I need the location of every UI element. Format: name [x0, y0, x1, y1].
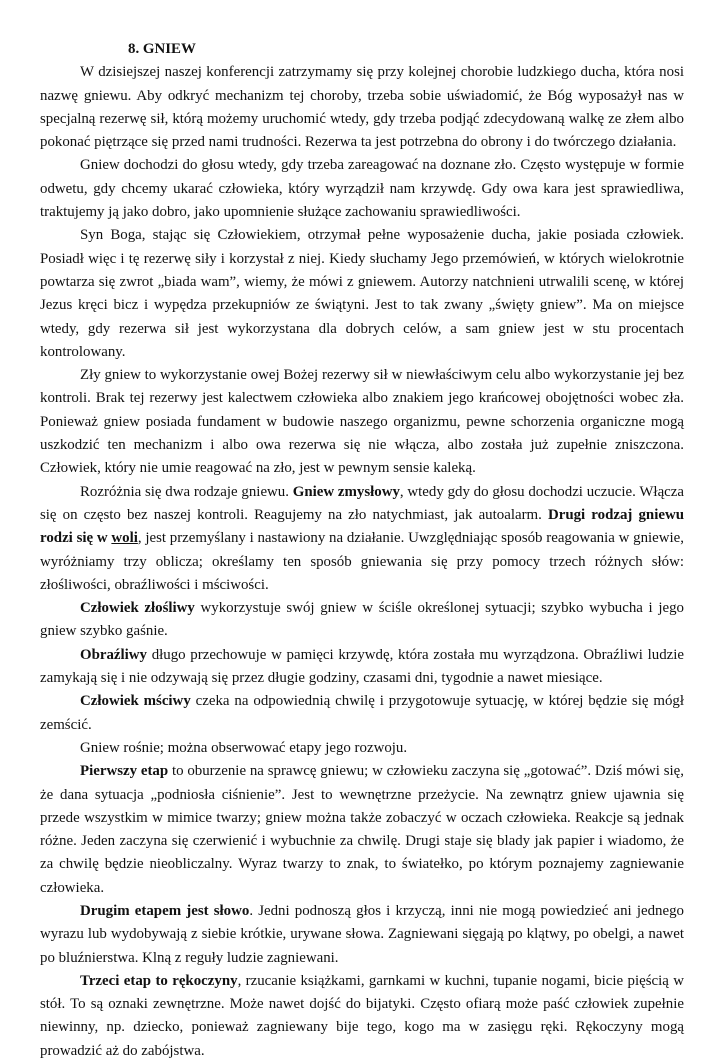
paragraph: [40, 970, 684, 1063]
text-run: , wtedy gdy do głosu dochodzi uczucie. Włącza się on często bez naszej kontroli. Reagujemy na zło natychmiast, jak autoalarm.: [40, 483, 685, 523]
bold-term: Gniew zmysłowy: [292, 483, 400, 500]
paragraph: [40, 760, 684, 900]
text-run: wykorzystuje swój gniew w ściśle określonej sytuacji; szybko wybucha i jego gniew szybko gaśnie.: [40, 600, 684, 640]
bold-term: Drugim etapem jest słowo: [80, 902, 250, 919]
text-run: Zły gniew to wykorzystanie owej Bożej rezerwy sił w niewłaściwym celu albo wykorzystanie jej bez kontroli. Brak tej rezerwy jest kalectwem człowieka albo znakiem jego krańcowej obojętności wobec zła. Ponieważ gniew posiada fundament w budowie naszego organizmu, pewne schorzenia organiczne mogą uszkodzić ten mechanizm i albo owa rezerwa się nie włącza, albo została już zupełnie zniszczona. Człowiek, który nie umie reagować na zło, jest w pewnym sensie kaleką.: [40, 367, 684, 477]
bold-term: Pierwszy etap: [80, 763, 169, 780]
text-run: , rzucanie książkami, garnkami w kuchni, tupanie nogami, bicie pięścią w stół. To są oznaki zewnętrzne. Może nawet dojść do bijatyki. Często ofiarą może paść człowiek zupełnie niewinny, np. dziecko, ponieważ zagniewany bije tego, kogo ma w zasięgu ręki. Rękoczyny mogą prowadzić aż do zabójstwa.: [40, 972, 685, 1059]
paragraph: [40, 690, 684, 737]
text-run: Syn Boga, stając się Człowiekiem, otrzymał pełne wyposażenie ducha, jakie posiada człowiek. Posiadł więc i tę rezerwę siły i korzystał z niej. Kiedy słuchamy Jego przemówień, w których wielokrotnie powtarza się zwrot „biada wam”, wiemy, że mówi z gniewem. Autorzy natchnieni utrwalili scenę, w której Jezus kręci bicz i wypędza przekupniów ze świątyni. Jest to tak zwany „święty gniew”. Ma on miejsce wtedy, gdy rezerwa sił jest wykorzystana dla dobrych celów, a sam gniew jest w stu procentach kontrolowany.: [40, 227, 684, 360]
text-run: to oburzenie na sprawcę gniewu; w człowieku zaczyna się „gotować”. Dziś mówi się, że dana sytuacja „podniosła ciśnienie”. Jest to wewnętrzne przeżycie. Na zewnątrz gniew ujawnia się przede wszystkim w mimice twarzy; gniew można także zobaczyć w oczach człowieka. Reakcje są jednak różne. Jeden zaczyna się czerwienić i wybuchnie za chwilę. Drugi staje się blady jak papier i wiadomo, że za chwilę będzie nieobliczalny. Wyraz twarzy to znak, to światełko, po którym poznajemy zagniewanie człowieka.: [40, 763, 684, 896]
text-run: Gniew rośnie; można obserwować etapy jego rozwoju.: [80, 739, 408, 756]
text-run: długo przechowuje w pamięci krzywdę, która została mu wyrządzona. Obraźliwi ludzie zamykają się i nie odzywają się przez długie godziny, czasami dni, tygodnie a nawet miesiące.: [40, 646, 684, 687]
bold-term: Drugi rodzaj gniewu rodzi się w: [40, 506, 684, 547]
paragraph: [40, 644, 684, 691]
paragraph: [40, 481, 684, 597]
paragraph: [40, 737, 684, 760]
text-run: . Jedni podnoszą głos i krzyczą, inni nie mogą powiedzieć ani jednego wyrazu lub wydobywają z siebie krótkie, urywane słowa. Zagniewani sięgają po klątwy, po obelgi, a nawet po bluźnierstwa. Klną z reguły ludzie zagniewani.: [40, 902, 684, 966]
text-run: czeka na odpowiednią chwilę i przygotowuje sytuację, w której będzie się mógł zemścić.: [40, 693, 685, 733]
paragraph: [40, 154, 684, 224]
paragraph: [40, 61, 684, 154]
bold-term: Człowiek złośliwy: [80, 600, 195, 617]
document-page: [40, 38, 684, 1063]
paragraph: [40, 364, 684, 480]
paragraph: [40, 900, 684, 970]
bold-term: Trzeci etap to rękoczyny: [80, 972, 238, 989]
chapter-title: 8. GNIEW: [128, 41, 196, 57]
bold-term: Człowiek mściwy: [80, 693, 191, 710]
paragraph: [40, 224, 684, 364]
text-run: , jest przemyślany i nastawiony na działanie. Uwzględniając sposób reagowania w gniewie, wyróżniamy trzy oblicza; określamy ten sposób gniewania się przy pomocy trzech różnych słów: złośliwości, obraźliwości i mściwości.: [40, 530, 684, 593]
bold-term: woli: [111, 530, 138, 547]
paragraph: [40, 597, 684, 644]
text-run: W dzisiejszej naszej konferencji zatrzymamy się przy kolejnej chorobie ludzkiego ducha, która nosi nazwę gniewu. Aby odkryć mechanizm tej choroby, trzeba sobie uświadomić, że Bóg wyposażył nas w specjalną rezerwę sił, którą możemy uruchomić wtedy, gdy trzeba podjąć zdecydowaną walkę ze złem albo pokonać piętrzące się przed nami trudności. Rezerwa ta jest potrzebna do obrony i do twórczego działania.: [40, 64, 684, 151]
bold-term: Obraźliwy: [80, 646, 148, 663]
text-run: Gniew dochodzi do głosu wtedy, gdy trzeba zareagować na doznane zło. Często występuje w formie odwetu, gdy chcemy ukarać człowieka, który wyrządził nam krzywdę. Gdy owa kara jest sprawiedliwa, traktujemy ją jako dobro, jako upomnienie służące zachowaniu sprawiedliwości.: [40, 157, 684, 221]
text-run: Rozróżnia się dwa rodzaje gniewu.: [80, 483, 293, 500]
